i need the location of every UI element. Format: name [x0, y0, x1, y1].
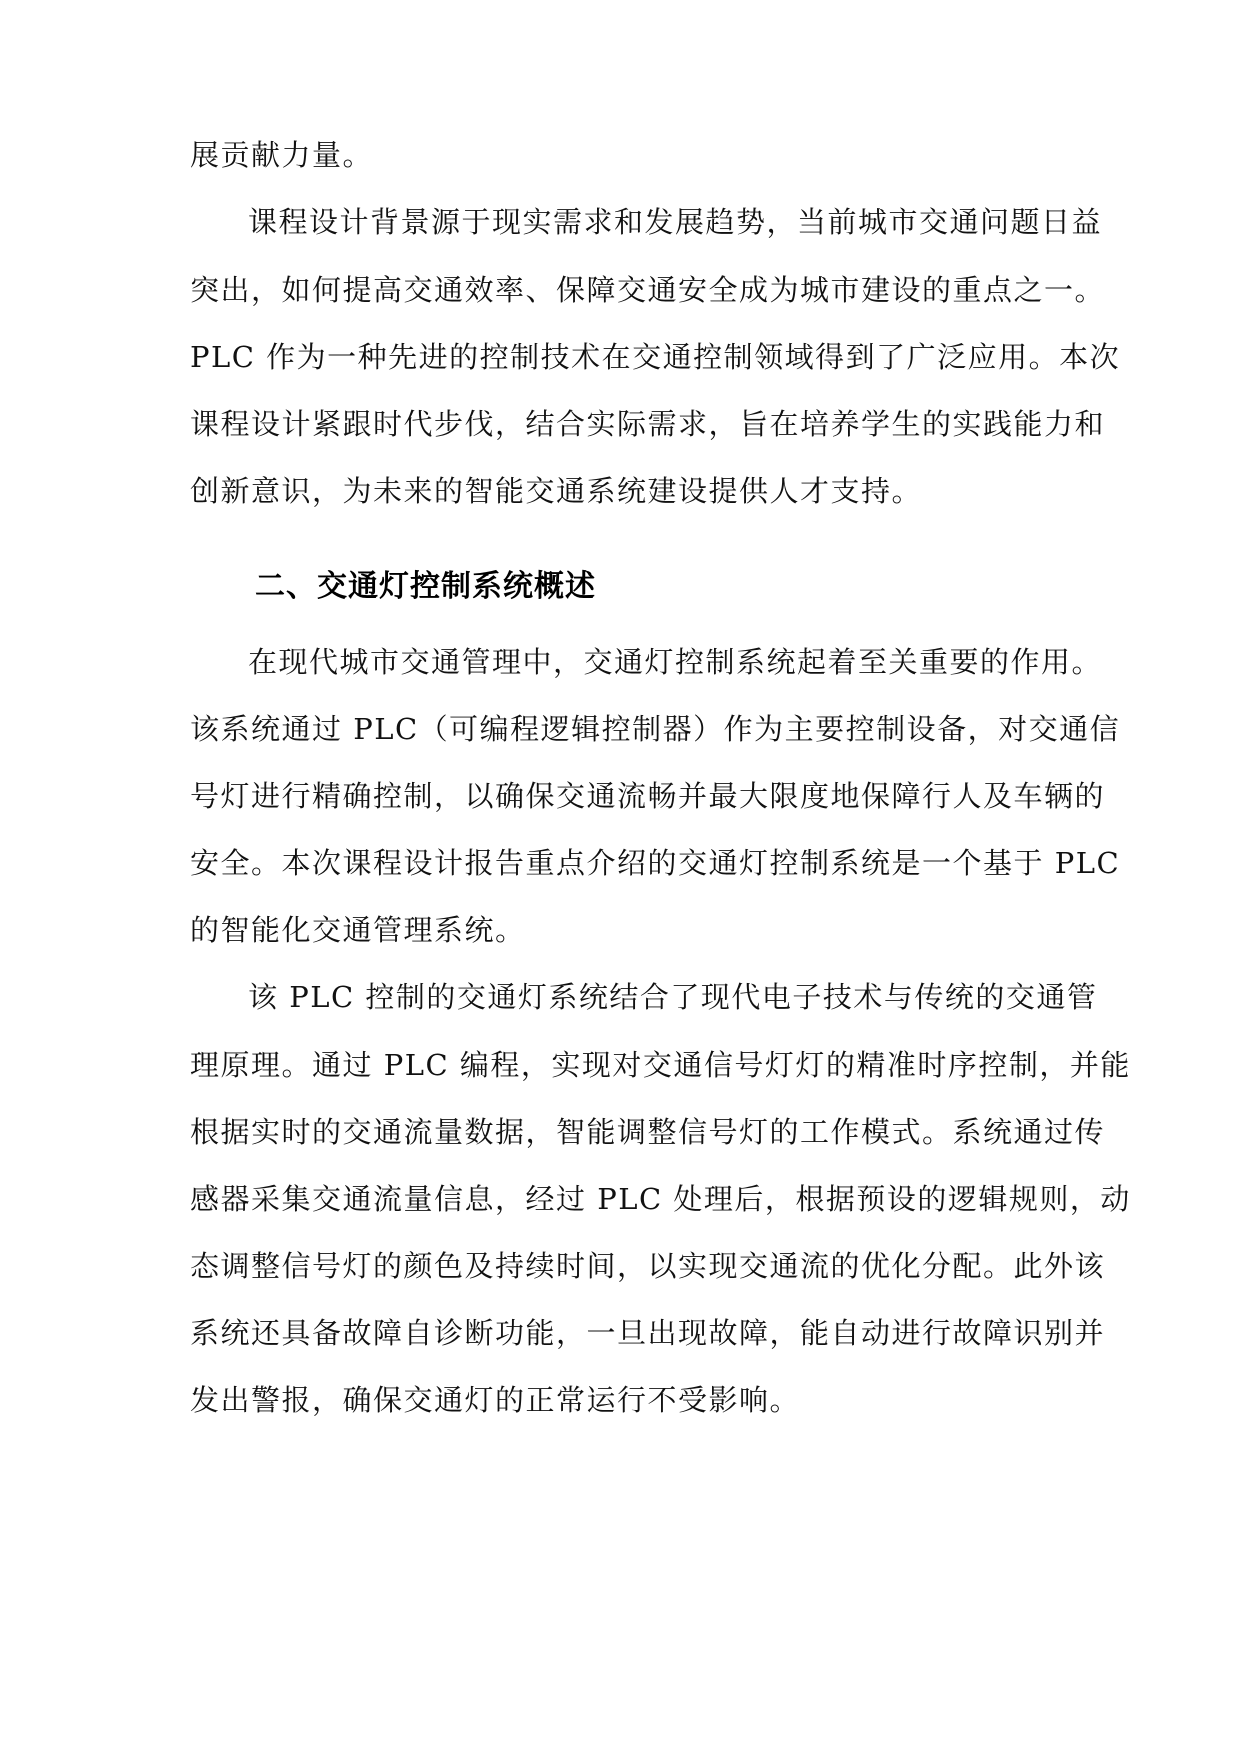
text-line: 号灯进行精确控制，以确保交通流畅并最大限度地保障行人及车辆的 [190, 779, 1106, 813]
paragraph-first-line: 课程设计背景源于现实需求和发展趋势，当前城市交通问题日益 [248, 205, 1103, 239]
text-line: 系统还具备故障自诊断功能，一旦出现故障，能自动进行故障识别并 [190, 1316, 1106, 1350]
paragraph-first-line: 该 PLC 控制的交通灯系统结合了现代电子技术与传统的交通管 [248, 980, 1098, 1014]
text-line: 安全。本次课程设计报告重点介绍的交通灯控制系统是一个基于 PLC [190, 846, 1121, 880]
text-line: 发出警报，确保交通灯的正常运行不受影响。 [190, 1383, 801, 1417]
text-line: 根据实时的交通流量数据，智能调整信号灯的工作模式。系统通过传 [190, 1115, 1106, 1149]
text-line: 课程设计紧跟时代步伐，结合实际需求，旨在培养学生的实践能力和 [190, 407, 1106, 441]
text-line: 的智能化交通管理系统。 [190, 913, 526, 947]
text-line: 该系统通过 PLC（可编程逻辑控制器）作为主要控制设备，对交通信 [190, 712, 1121, 746]
text-line: 感器采集交通流量信息，经过 PLC 处理后，根据预设的逻辑规则，动 [190, 1182, 1131, 1216]
text-line: 突出，如何提高交通效率、保障交通安全成为城市建设的重点之一。 [190, 273, 1106, 307]
text-line: 展贡献力量。 [190, 138, 374, 172]
paragraph-first-line: 在现代城市交通管理中，交通灯控制系统起着至关重要的作用。 [248, 645, 1103, 679]
text-line: 创新意识，为未来的智能交通系统建设提供人才支持。 [190, 474, 923, 508]
text-line: 态调整信号灯的颜色及持续时间，以实现交通流的优化分配。此外该 [190, 1249, 1106, 1283]
text-line: 理原理。通过 PLC 编程，实现对交通信号灯灯的精准时序控制，并能 [190, 1048, 1131, 1082]
section-heading: 二、交通灯控制系统概述 [255, 569, 596, 604]
text-line: PLC 作为一种先进的控制技术在交通控制领域得到了广泛应用。本次 [190, 340, 1121, 374]
